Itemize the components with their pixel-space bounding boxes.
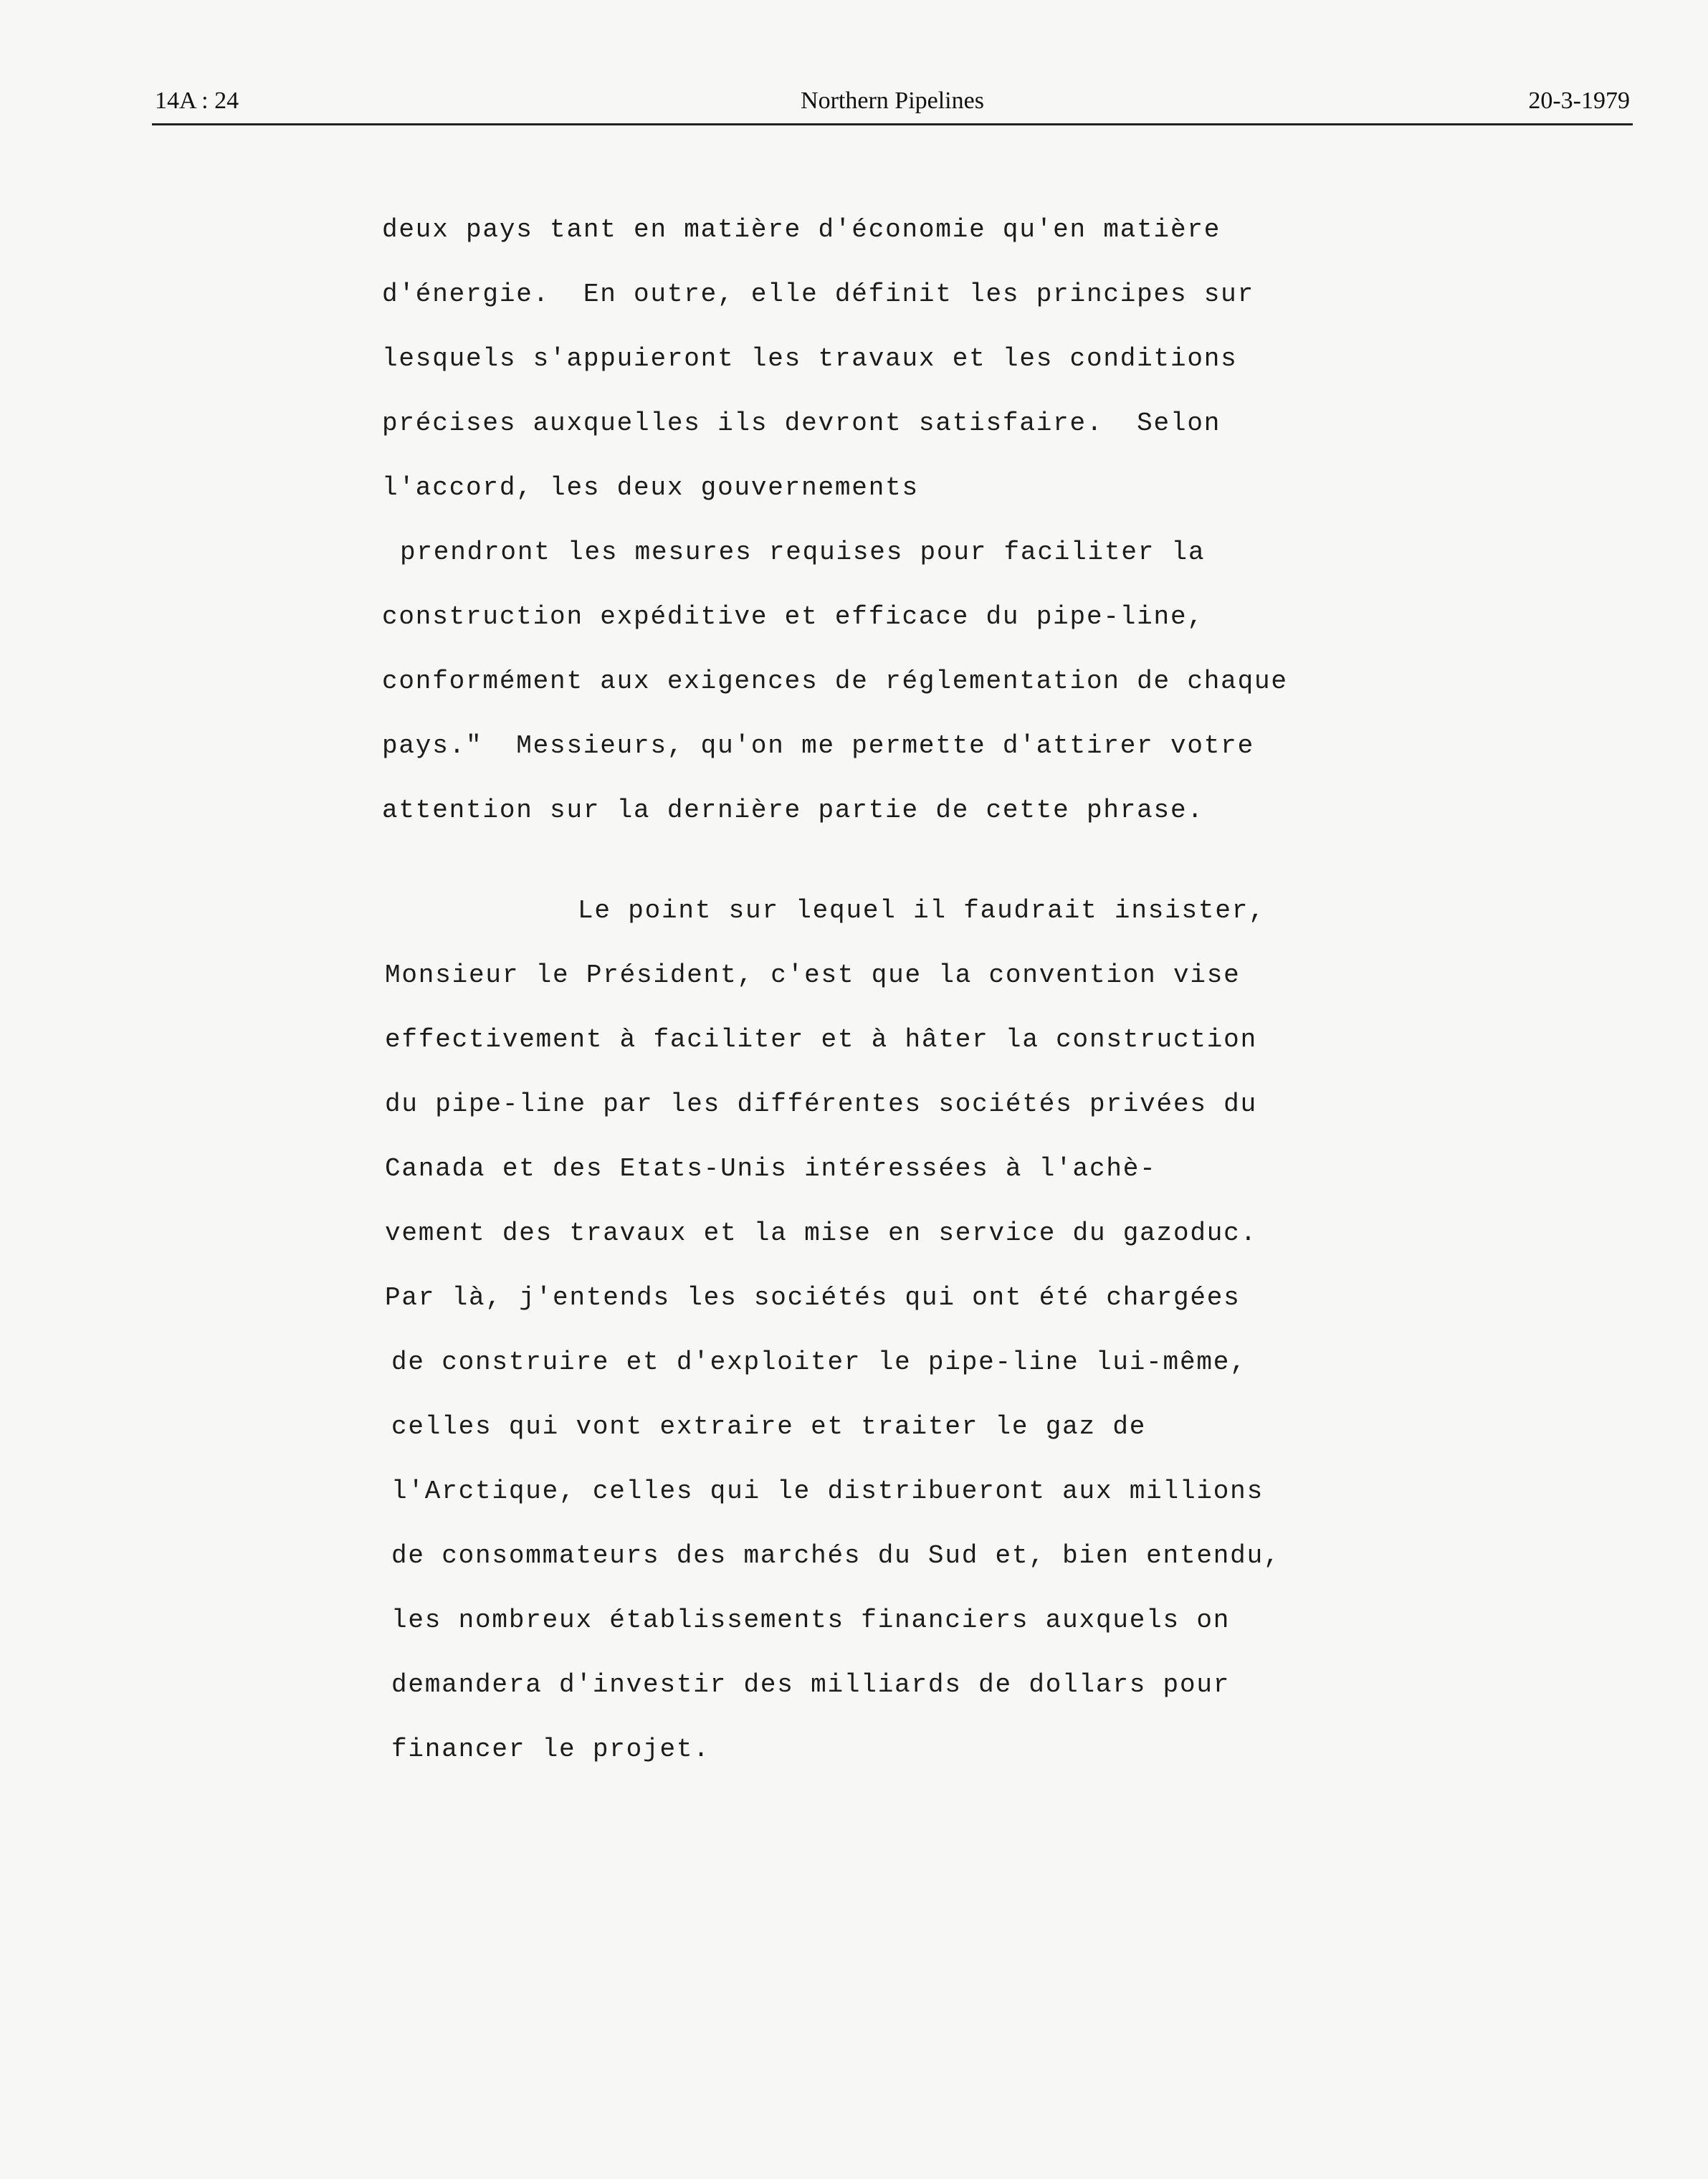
text-line: Le point sur lequel il faudrait insister, [578, 896, 1266, 925]
text-line: du pipe-line par les différentes sociétés privées du [385, 1090, 1257, 1119]
text-line: financer le projet. [391, 1735, 710, 1764]
section-number: 14A : 24 [155, 87, 239, 114]
text-line: lesquels s'appuieront les travaux et les conditions [382, 344, 1238, 373]
text-line: attention sur la dernière partie de cette phrase. [382, 796, 1204, 825]
header-date: 20-3-1979 [1528, 87, 1630, 114]
text-line: effectivement à faciliter et à hâter la construction [385, 1025, 1257, 1054]
text-line: Par là, j'entends les sociétés qui ont été chargées [385, 1283, 1241, 1312]
page-header [152, 79, 1633, 125]
text-line: Canada et des Etats-Unis intéressées à l'achè- [385, 1154, 1157, 1183]
text-line: deux pays tant en matière d'économie qu'en matière [382, 215, 1221, 244]
text-line: pays." Messieurs, qu'on me permette d'attirer votre [382, 731, 1254, 760]
text-line: de construire et d'exploiter le pipe-line lui-même, [391, 1348, 1247, 1377]
text-line: de consommateurs des marchés du Sud et, bien entendu, [391, 1541, 1281, 1570]
text-line: celles qui vont extraire et traiter le gaz de [391, 1412, 1147, 1441]
text-line: vement des travaux et la mise en service du gazoduc. [385, 1219, 1257, 1248]
text-line: construction expéditive et efficace du pipe-line, [382, 602, 1204, 631]
text-line: précises auxquelles ils devront satisfaire. Selon [382, 409, 1221, 438]
text-line: prendront les mesures requises pour faciliter la [400, 538, 1206, 567]
text-line: conformément aux exigences de réglementation de chaque [382, 667, 1288, 696]
text-line: l'accord, les deux gouvernements [382, 473, 919, 502]
text-line: les nombreux établissements financiers auxquels on [391, 1606, 1231, 1635]
text-line: l'Arctique, celles qui le distribueront aux millions [391, 1477, 1264, 1506]
running-title: Northern Pipelines [801, 87, 984, 114]
text-line: demandera d'investir des milliards de dollars pour [391, 1670, 1231, 1699]
text-line: Monsieur le Président, c'est que la convention vise [385, 960, 1241, 990]
text-line: d'énergie. En outre, elle définit les principes sur [382, 280, 1254, 309]
